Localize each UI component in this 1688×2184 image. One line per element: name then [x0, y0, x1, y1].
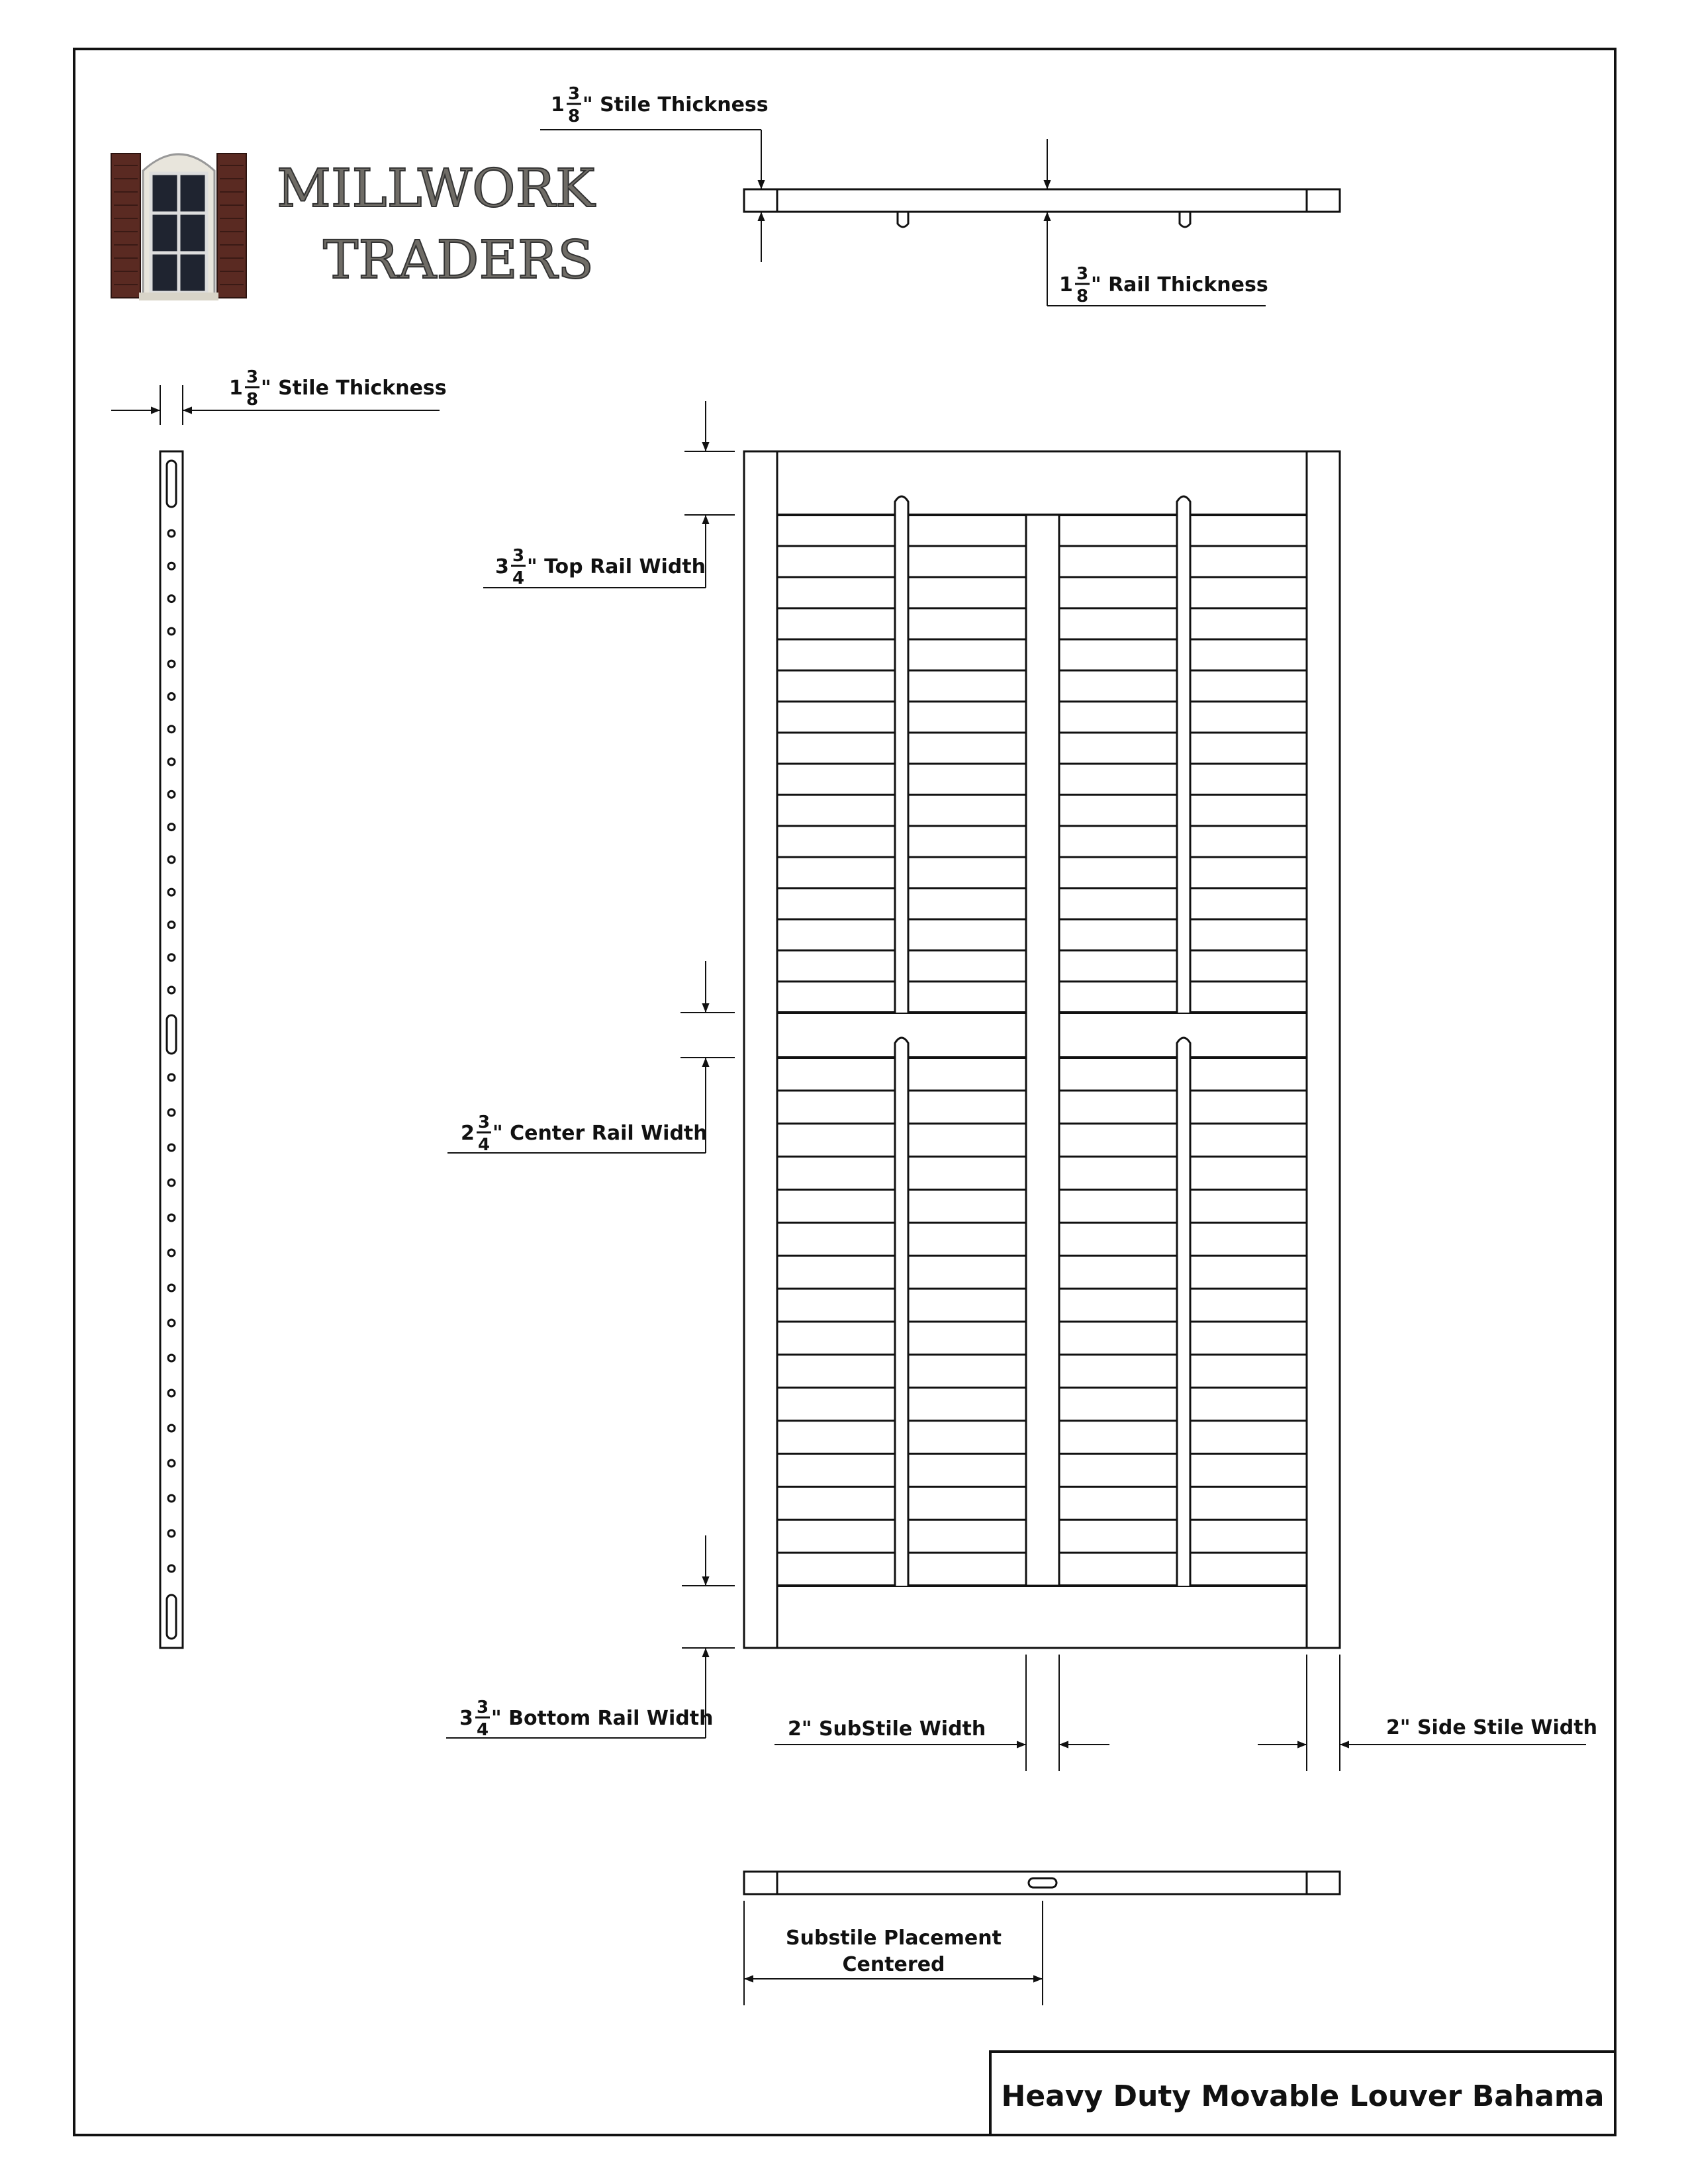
substile-placement-label: Substile Placement	[786, 1927, 1002, 1950]
svg-text:3: 3	[1076, 264, 1089, 284]
stile-hole	[168, 1495, 175, 1502]
dim-bottom-rail-width	[446, 1535, 735, 1740]
stile-hole	[168, 1179, 175, 1186]
stile-hole	[168, 856, 175, 863]
stile-hole	[168, 1109, 175, 1116]
stile-hole	[168, 1565, 175, 1572]
svg-text:2: 2	[461, 1122, 475, 1145]
stile-hole	[168, 824, 175, 831]
tilt-rod	[1177, 1038, 1190, 1586]
svg-text:4: 4	[478, 1135, 491, 1155]
svg-text:" Stile Thickness: " Stile Thickness	[261, 377, 447, 400]
svg-text:8: 8	[246, 390, 259, 410]
svg-text:3: 3	[478, 1113, 491, 1132]
svg-text:4: 4	[477, 1720, 489, 1740]
stile-hole	[168, 563, 175, 569]
stile-hole	[168, 954, 175, 961]
stile-hole	[168, 921, 175, 928]
svg-text:8: 8	[1076, 287, 1089, 306]
stile-hole	[168, 758, 175, 765]
stile-hole	[168, 596, 175, 602]
tilt-rod	[895, 496, 908, 1013]
stile-hole	[168, 1530, 175, 1537]
stile-hole	[168, 660, 175, 667]
stile-side-view	[111, 367, 447, 1648]
stile-hole	[168, 1250, 175, 1256]
svg-text:1: 1	[551, 93, 565, 116]
svg-text:" Rail Thickness: " Rail Thickness	[1091, 273, 1268, 296]
title-block	[990, 2052, 1615, 2135]
stile-hole	[168, 791, 175, 797]
svg-text:3: 3	[459, 1707, 473, 1730]
svg-text:3: 3	[246, 367, 259, 387]
stile-hole	[168, 1355, 175, 1361]
top-view	[540, 84, 1340, 306]
stile-hole	[168, 889, 175, 895]
svg-text:3: 3	[477, 1698, 489, 1717]
svg-text:8: 8	[568, 107, 581, 126]
dim-center-rail-width	[447, 961, 735, 1155]
svg-text:2" SubStile Width: 2" SubStile Width	[788, 1717, 986, 1741]
tilt-rod	[895, 1038, 908, 1586]
logo-shutter-window-icon	[111, 154, 246, 300]
stile-hole	[168, 1460, 175, 1467]
stile-hole	[168, 1074, 175, 1081]
bottom-view	[744, 1872, 1340, 2005]
svg-text:" Top Rail Width: " Top Rail Width	[527, 555, 706, 578]
brand-line-1: MILLWORK	[277, 158, 595, 219]
svg-text:1: 1	[1059, 273, 1073, 296]
dim-top-stile-thickness	[551, 84, 769, 126]
tilt-rod	[1177, 496, 1190, 1013]
dim-side-stile-width	[1258, 1655, 1597, 1771]
drawing-title: Heavy Duty Movable Louver Bahama	[1001, 2079, 1605, 2113]
brand-line-2: TRADERS	[323, 229, 594, 291]
svg-text:" Center Rail Width: " Center Rail Width	[492, 1122, 708, 1145]
stile-hole	[168, 1390, 175, 1396]
svg-text:3: 3	[495, 555, 509, 578]
stile-hole	[168, 693, 175, 700]
svg-text:1: 1	[229, 377, 243, 400]
svg-text:" Bottom Rail Width: " Bottom Rail Width	[491, 1707, 714, 1730]
dim-substile-width	[774, 1655, 1109, 1771]
stile-hole	[168, 726, 175, 733]
stile-hole	[168, 987, 175, 993]
substile-placement-label-2: Centered	[842, 1953, 945, 1976]
stile-hole	[168, 1320, 175, 1326]
stile-hole	[168, 1144, 175, 1151]
dim-rail-thickness	[1059, 264, 1268, 306]
dim-left-stile-thickness	[229, 367, 447, 410]
svg-text:" Stile Thickness: " Stile Thickness	[583, 93, 769, 116]
stile-hole	[168, 1285, 175, 1291]
stile-hole	[168, 1214, 175, 1221]
svg-text:3: 3	[568, 84, 581, 104]
svg-text:3: 3	[512, 546, 525, 566]
dim-top-rail-width	[483, 401, 735, 588]
svg-text:4: 4	[512, 569, 525, 588]
stile-hole	[168, 530, 175, 537]
shutter-elevation	[744, 451, 1340, 1648]
svg-text:2" Side Stile Width: 2" Side Stile Width	[1386, 1716, 1597, 1739]
logo	[111, 154, 596, 300]
stile-hole	[168, 1425, 175, 1432]
stile-hole	[168, 628, 175, 635]
